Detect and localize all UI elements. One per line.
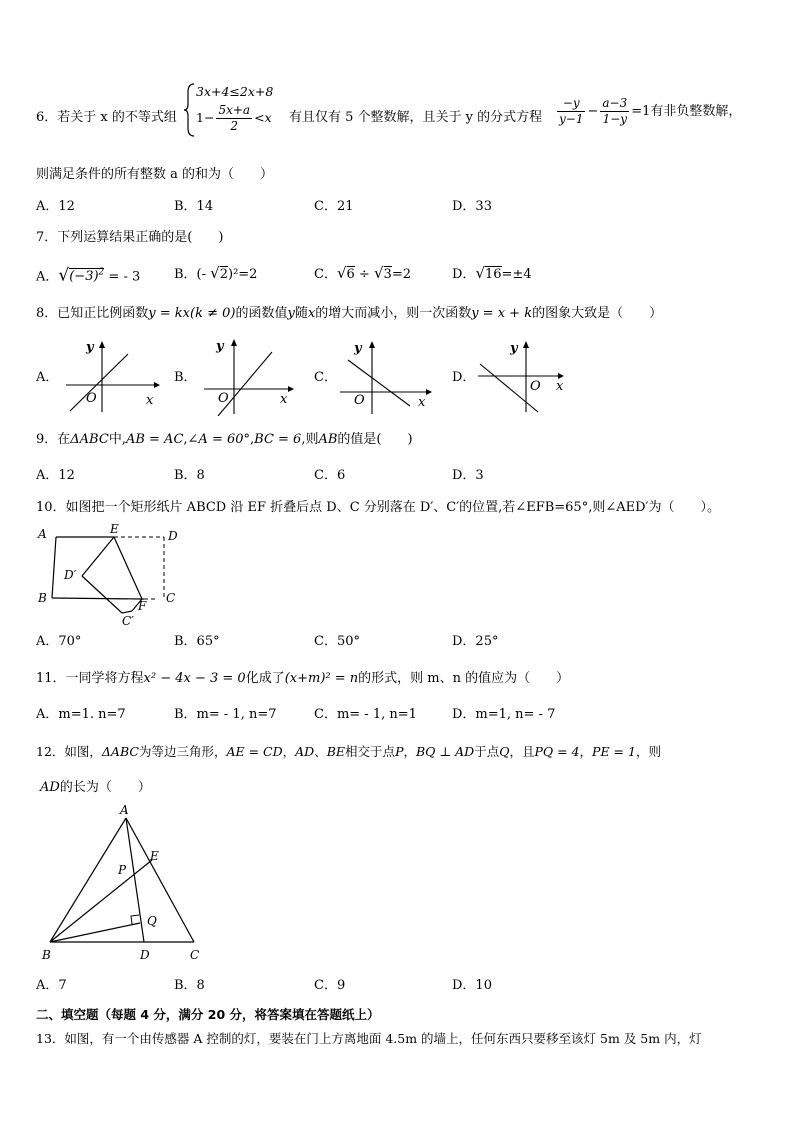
q12-c7: PQ = 4 — [534, 744, 580, 759]
q12-s4: 、 — [314, 744, 327, 759]
q10-label-a: A — [38, 527, 47, 541]
q7-a-post: = - 3 — [104, 269, 141, 285]
q7-c-post: =2 — [391, 267, 411, 282]
q12-s8: ，且 — [509, 744, 535, 759]
q8-s2: 的函数值 — [235, 306, 288, 321]
q9-option-d: D．3 — [452, 468, 484, 483]
q7-a-pre: A． — [36, 269, 59, 285]
q7-d-post: =±4 — [501, 267, 532, 282]
q7-b-post: )²=2 — [228, 267, 258, 282]
q13-stem: 13．如图，有一个由传感器 A 控制的灯，要装在门上方离地面 4.5m 的墙上，任何东西只要移至该灯 5m 及 5m 内，灯 — [36, 1031, 702, 1046]
q7-b-rad: 2 — [219, 267, 228, 282]
q7-option-c: C．√6 ÷ √3=2 — [314, 264, 411, 282]
q6-fractions — [555, 96, 741, 127]
q8-s3: 随 — [294, 306, 308, 321]
q6-inequality-2 — [196, 103, 272, 134]
q12-option-a: A．7 — [36, 978, 67, 993]
q9-c1: AB = AC — [125, 432, 184, 447]
q12-s9: ， — [579, 744, 593, 759]
q12-s6: ， — [403, 744, 416, 759]
q12-c2: AD — [295, 744, 315, 759]
q8-label-b: B． — [174, 370, 197, 385]
q9-c2: ∠A = 60° — [187, 432, 251, 447]
q7-c-mid: ÷ — [354, 267, 374, 282]
q6-option-a: A．12 — [36, 199, 75, 214]
q8-f1: y = kx — [148, 306, 190, 321]
q12-c8: PE = 1 — [592, 744, 636, 759]
q7-a-rad: (−3) — [69, 269, 99, 285]
q8-s1: 8．已知正比例函数 — [36, 306, 149, 321]
q6-option-b: B．14 — [174, 199, 214, 214]
q8-b-origin: O — [218, 391, 229, 406]
q6-inequality-1: 3x+4≤2x+8 — [196, 84, 274, 99]
section-fill-in-heading: 二、填空题（每题 4 分，满分 20 分，将答案填在答题纸上） — [36, 1007, 380, 1022]
q12-label-p: P — [118, 863, 127, 877]
q6-ineq2-lead: 1− — [196, 110, 215, 125]
q10-label-d-prime: D′ — [64, 568, 77, 582]
q6-system — [196, 82, 296, 142]
q6-suffix: 有非负整数解， — [650, 104, 742, 119]
q10-option-b: B．65° — [174, 634, 220, 649]
q6-line1 — [36, 109, 177, 127]
q9-s5: ,则 — [301, 432, 319, 447]
q8-graph-c — [338, 338, 438, 416]
q12-s10: ，则 — [635, 744, 661, 759]
q8-b-axis-y: y — [216, 339, 224, 354]
q8-a-origin: O — [86, 391, 97, 406]
q12-c1: AE = CD — [226, 744, 283, 759]
q8-graph-b — [198, 336, 298, 416]
q12-label-e: E — [150, 849, 159, 863]
q12-label-d: D — [140, 948, 150, 962]
q8-label-a: A． — [36, 370, 59, 385]
q12-option-b: B．8 — [174, 978, 205, 993]
q6-frac2-den: 1−y — [602, 112, 628, 126]
q7-b-pre: B．(- — [174, 267, 211, 282]
q7-option-b: B．(- √2)²=2 — [174, 264, 258, 282]
q12-line2-text: 的长为（ ） — [59, 780, 151, 795]
q10-option-a: A．70° — [36, 634, 82, 649]
q8-d-origin: O — [530, 379, 541, 394]
q8-b-axis-x: x — [280, 392, 288, 407]
q12-line2 — [40, 779, 151, 797]
q11-stem — [36, 670, 569, 688]
q6-option-c: C．21 — [314, 199, 354, 214]
q11-eq1: x² − 4x − 3 = 0 — [143, 671, 246, 686]
q8-c-axis-x: x — [418, 395, 426, 410]
q12-label-q: Q — [147, 914, 157, 928]
q12-label-b: B — [42, 948, 51, 962]
q9-tri: ΔABC — [70, 432, 109, 447]
q8-v2: x — [307, 306, 316, 321]
q6-frac1-num: −y — [557, 96, 585, 112]
q11-s1: 11．一同学将方程 — [36, 671, 144, 686]
q6-system-brace — [184, 82, 196, 138]
q6-line1b — [289, 109, 542, 127]
q8-a-axis-x: x — [146, 393, 154, 408]
q10-figure — [34, 522, 194, 628]
q8-label-d: D． — [452, 370, 476, 385]
q12-s5: 相交于点 — [345, 744, 396, 759]
q9-s6: 的值是( ) — [337, 432, 413, 447]
q6-prefix: 6．若关于 x 的不等式组 — [36, 110, 177, 125]
q6-option-d: D．33 — [452, 199, 492, 214]
q8-d-axis-y: y — [510, 341, 518, 356]
q12-figure — [36, 802, 216, 966]
q10-option-d: D．25° — [452, 634, 499, 649]
q12-line2-var: AD — [40, 780, 60, 795]
q11-option-c: C．m= - 1, n=1 — [314, 707, 417, 722]
q10-label-b: B — [38, 591, 47, 605]
q12-option-d: D．10 — [452, 978, 492, 993]
q11-option-d: D．m=1, n= - 7 — [452, 707, 556, 722]
q12-s1: 12．如图， — [36, 744, 102, 759]
q12-c4: P — [395, 744, 404, 759]
q12-tri: ΔABC — [101, 744, 139, 759]
q7-option-d: D．√16=±4 — [452, 264, 532, 282]
q6-middle: 有且仅有 5 个整数解，且关于 y 的分式方程 — [289, 110, 543, 125]
q9-option-c: C．6 — [314, 468, 346, 483]
q11-s3: 的形式，则 m、n 的值应为（ ） — [358, 671, 570, 686]
q9-c4: AB — [318, 432, 338, 447]
q10-label-c-prime: C′ — [122, 614, 134, 628]
q8-graph-d — [476, 338, 572, 414]
q9-option-a: A．12 — [36, 468, 75, 483]
q12-s2: 为等边三角形， — [138, 744, 227, 759]
q6-frac1-den: y−1 — [559, 112, 584, 126]
q8-label-c: C． — [314, 370, 337, 385]
q6-ineq2-tail: <x — [254, 110, 272, 125]
q8-c-origin: O — [354, 393, 365, 408]
q7-c-rad1: 6 — [346, 267, 355, 282]
q8-d-axis-x: x — [556, 379, 564, 394]
q12-c5: BQ ⊥ AD — [416, 744, 475, 759]
q7-d-rad: 16 — [485, 267, 502, 282]
q12-c6: Q — [499, 744, 510, 759]
q12-s7: 于点 — [474, 744, 500, 759]
q7-d-pre: D． — [452, 267, 476, 282]
q9-s3: , — [183, 432, 188, 447]
q7-c-rad2: 3 — [383, 267, 392, 282]
q9-s2: 中, — [108, 432, 126, 447]
q11-eq2: (x+m)² = n — [284, 671, 359, 686]
q7-a-exp: 2 — [98, 268, 105, 278]
q7-c-pre: C． — [314, 267, 337, 282]
q8-s4: 的增大而减小，则一次函数 — [315, 306, 472, 321]
q8-stem — [36, 305, 662, 323]
q10-label-c: C — [166, 591, 176, 605]
q8-s5: 的图象大致是（ ） — [532, 306, 663, 321]
q6-eq: =1 — [631, 104, 651, 119]
q6-minus: − — [587, 104, 599, 119]
q8-v1: y — [287, 306, 295, 321]
q7-option-a: A．$√(-3)^2$ = - 3 — [36, 265, 141, 286]
q9-s4: , — [250, 432, 255, 447]
q10-option-c: C．50° — [314, 634, 360, 649]
q8-a-axis-y: y — [86, 340, 94, 355]
q8-c-axis-y: y — [354, 341, 362, 356]
q8-f1b: (k ≠ 0) — [190, 306, 236, 321]
q12-stem — [36, 743, 661, 761]
q6-ineq2-num: 5x+a — [218, 103, 251, 117]
q11-s2: 化成了 — [245, 671, 285, 686]
q11-option-b: B．m= - 1, n=7 — [174, 707, 277, 722]
q10-label-d: D — [168, 529, 178, 543]
q12-c3: BE — [326, 744, 346, 759]
q9-c3: BC = 6 — [254, 432, 302, 447]
q8-f2: y = x + k — [471, 306, 533, 321]
q11-option-a: A．m=1. n=7 — [36, 707, 126, 722]
q9-s1: 9．在 — [36, 432, 71, 447]
q12-label-a: A — [120, 803, 129, 817]
q10-label-e: E — [110, 522, 119, 536]
q6-line2: 则满足条件的所有整数 a 的和为（ ） — [36, 167, 274, 182]
q12-s3: ， — [282, 744, 296, 759]
q9-stem — [36, 431, 413, 449]
q10-stem: 10．如图把一个矩形纸片 ABCD 沿 EF 折叠后点 D、C 分别落在 D′、C′的位置,若∠EFB=65°,则∠AED′为（ ）。 — [36, 500, 720, 515]
q6-ineq2-den: 2 — [230, 119, 239, 133]
q10-label-f: F — [138, 599, 147, 613]
q9-option-b: B．8 — [174, 468, 205, 483]
q8-graph-a — [62, 338, 162, 414]
q12-option-c: C．9 — [314, 978, 346, 993]
q7-stem: 7．下列运算结果正确的是( ) — [36, 230, 224, 245]
q6-frac2-num: a−3 — [602, 96, 628, 110]
q12-label-c: C — [190, 948, 200, 962]
